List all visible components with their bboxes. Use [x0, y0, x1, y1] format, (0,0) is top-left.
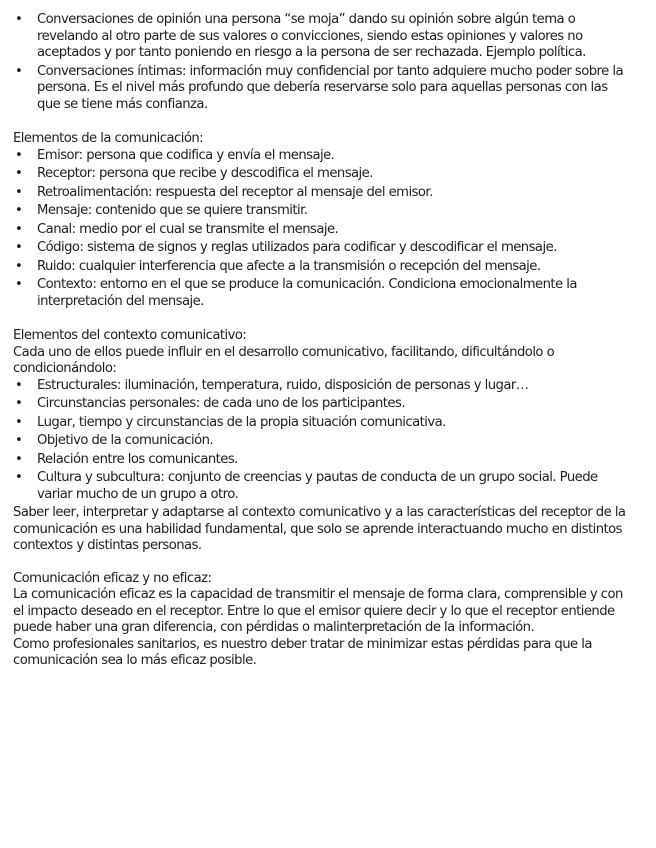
list-item: • Objetivo de la comunicación.: [13, 433, 634, 450]
list-item: • Ruido: cualquier interferencia que afecte a la transmisión o recepción del mensaje.: [13, 259, 634, 276]
section-heading-eficaz: Comunicación eficaz y no eficaz:: [13, 570, 212, 586]
list-item: • Mensaje: contenido que se quiere transmitir.: [13, 203, 634, 220]
section-heading-contexto: Elementos del contexto comunicativo:: [13, 328, 247, 343]
eficaz-paragraph-1: La comunicación eficaz es la capacidad de transmitir el mensaje de forma clara, comprensible y con el impacto deseado en el receptor. Entre lo que el emisor quiere decir y lo que el receptor entiende puede haber una gran diferencia, con pérdidas o malinterpretación de la información.: [13, 587, 623, 635]
list-item: • Cultura y subcultura: conjunto de creencias y pautas de conducta de un grupo social. Puede variar mucho de un grupo a otro.: [13, 470, 634, 503]
list-item: • Retroalimentación: respuesta del receptor al mensaje del emisor.: [13, 185, 634, 202]
list-item: • Receptor: persona que recibe y descodifica el mensaje.: [13, 166, 634, 183]
list-item: • Relación entre los comunicantes.: [13, 452, 634, 469]
list-item: • Código: sistema de signos y reglas utilizados para codificar y descodificar el mensaje.: [13, 240, 634, 257]
contexto-closing: Saber leer, interpretar y adaptarse al contexto comunicativo y a las características del receptor de la comunicación es una habilidad fundamental, que solo se aprende interactuando mucho en distintos contextos y distintas personas.: [13, 505, 626, 553]
list-item: • Canal: medio por el cual se transmite el mensaje.: [13, 222, 634, 239]
list-item: • Contexto: entorno en el que se produce la comunicación. Condiciona emocionalmente la interpretación del mensaje.: [13, 277, 634, 310]
elementos-list: [13, 148, 634, 311]
conversation-levels-list: [13, 12, 634, 113]
list-item: • Conversaciones de opinión una persona “se moja” dando su opinión sobre algún tema o revelando al otro parte de sus valores o convicciones, siendo estas opiniones y valores no aceptados y por tanto poniendo en riesgo a la persona de ser rechazada. Ejemplo política.: [13, 12, 634, 62]
contexto-intro: Cada uno de ellos puede influir en el desarrollo comunicativo, facilitando, dificultándolo o condicionándolo:: [13, 344, 555, 376]
contexto-list: [13, 378, 634, 504]
list-item: • Lugar, tiempo y circunstancias de la propia situación comunicativa.: [13, 415, 634, 432]
list-item: • Emisor: persona que codifica y envía el mensaje.: [13, 148, 634, 165]
list-item: • Estructurales: iluminación, temperatura, ruido, disposición de personas y lugar…: [13, 378, 634, 395]
eficaz-paragraph-2: Como profesionales sanitarios, es nuestro deber tratar de minimizar estas pérdidas para que la comunicación sea lo más eficaz posible.: [13, 636, 592, 668]
list-item: • Circunstancias personales: de cada uno de los participantes.: [13, 396, 634, 413]
list-item: • Conversaciones íntimas: información muy confidencial por tanto adquiere mucho poder sobre la persona. Es el nivel más profundo que debería reservarse solo para aquellas personas con las que se tiene más confianza.: [13, 64, 634, 114]
section-heading-elementos: Elementos de la comunicación:: [13, 131, 204, 146]
